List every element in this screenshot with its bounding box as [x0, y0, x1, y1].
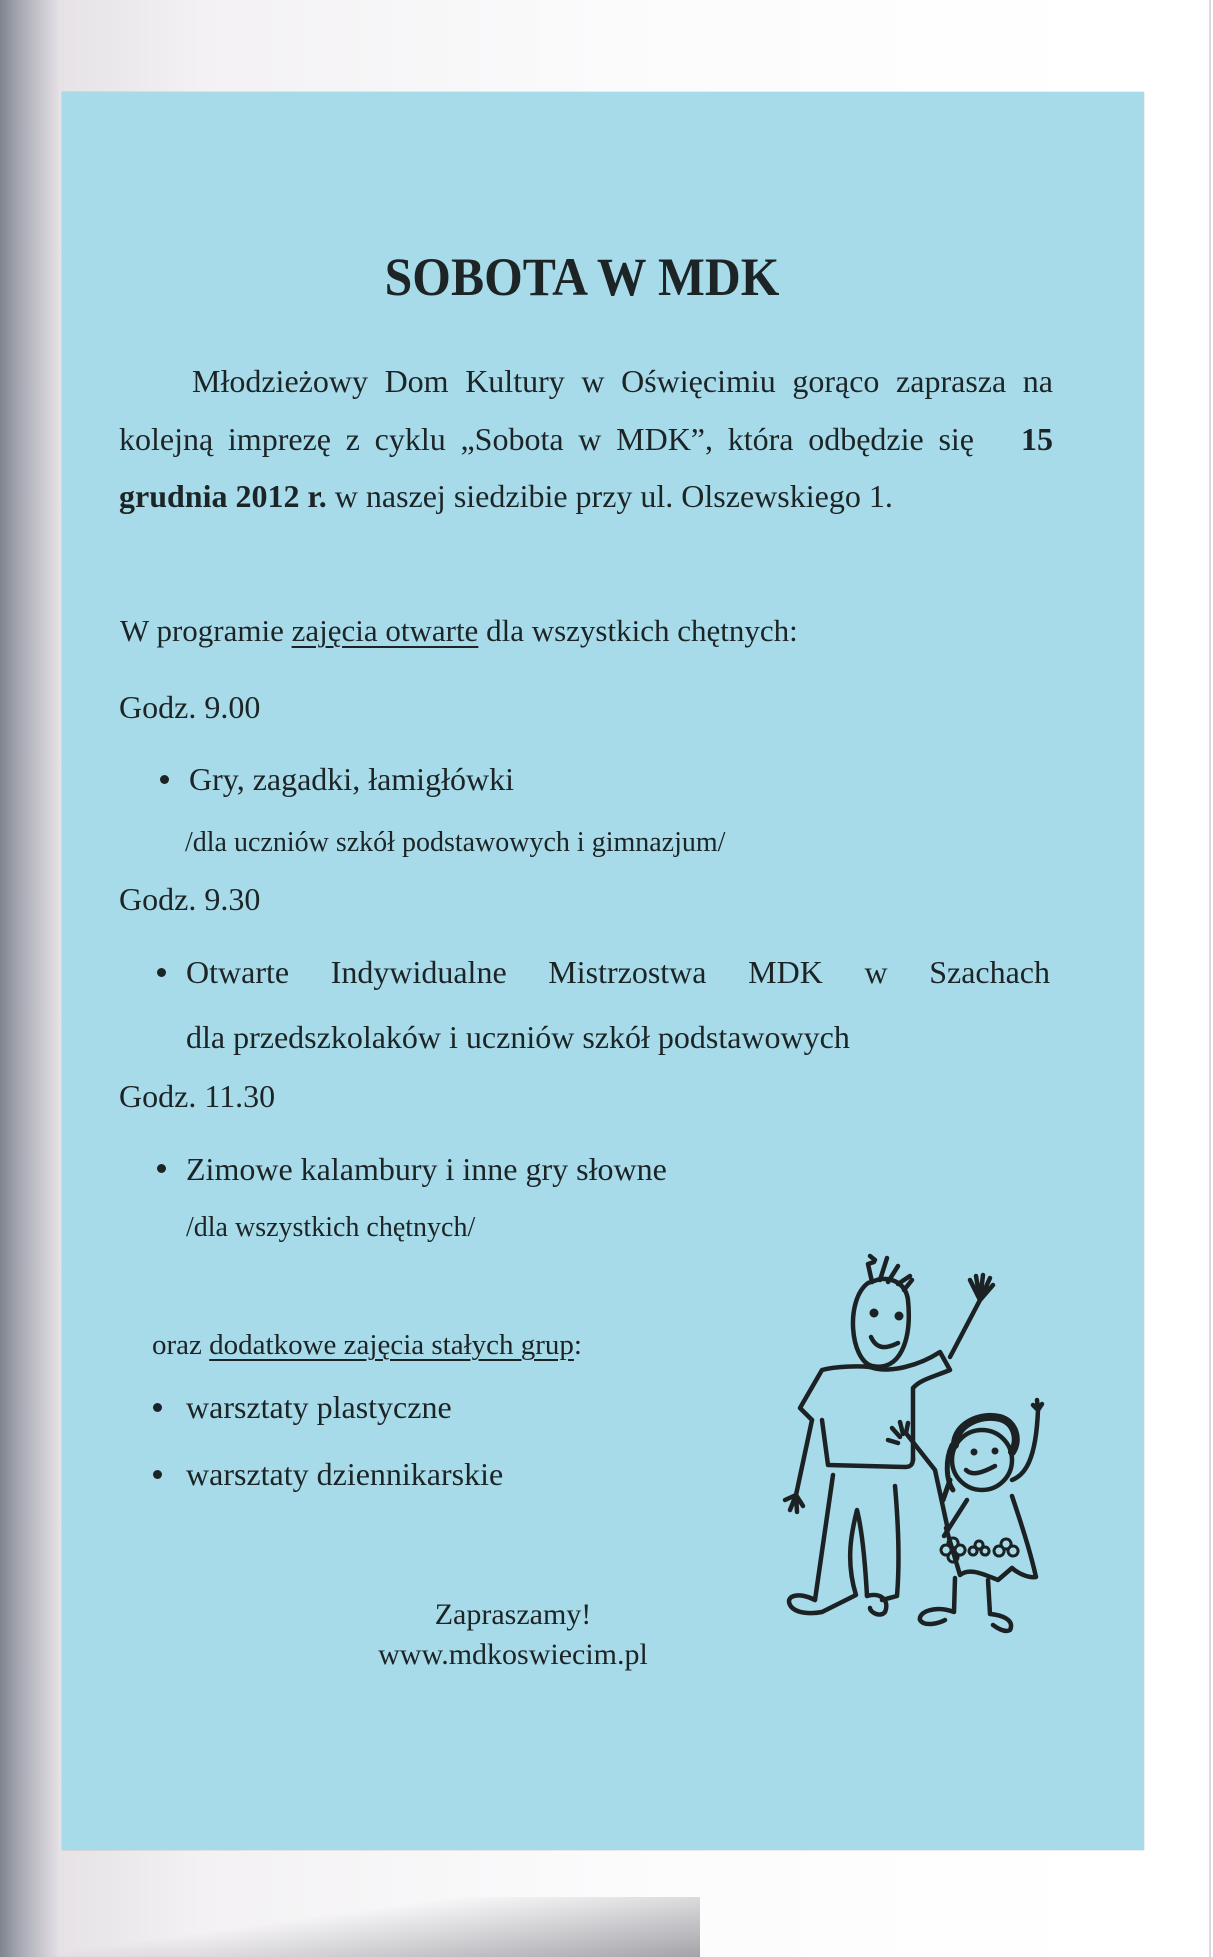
time-slot-3: Godz. 11.30	[119, 1078, 276, 1114]
time-slot-1: Godz. 9.00	[119, 689, 261, 725]
poster-title: SOBOTA W MDK	[384, 247, 780, 307]
event-address: w naszej siedzibie przy ul. Olszewskiego 1.	[326, 478, 893, 514]
groups-intro-prefix: oraz	[152, 1329, 210, 1361]
activity-1-note: /dla uczniów szkół podstawowych i gimnazjum/	[185, 827, 726, 858]
event-date: grudnia 2012 r.	[119, 478, 327, 514]
activity-2-line-2: dla przedszkolaków i uczniów szkół podstawowych	[186, 1019, 850, 1055]
program-intro-suffix: dla wszystkich chętnych:	[478, 613, 798, 648]
website-text: www.mdkoswiecim.pl	[378, 1638, 648, 1671]
event-day: 15	[1021, 421, 1053, 457]
groups-intro-suffix: :	[573, 1329, 582, 1361]
time-slot-2: Godz. 9.30	[119, 881, 261, 917]
groups-intro-underlined: dodatkowe zajęcia stałych grup	[209, 1329, 574, 1361]
activity-1: Gry, zagadki, łamigłówki	[189, 761, 514, 797]
program-intro-underlined: zajęcia otwarte	[291, 613, 479, 648]
program-intro-prefix: W programie	[120, 613, 292, 648]
intro-line-2-text: kolejną imprezę z cyklu „Sobota w MDK”, która odbędzie się	[119, 421, 974, 457]
closing-text: Zapraszamy!	[434, 1598, 592, 1631]
group-item: warsztaty dziennikarskie	[186, 1456, 504, 1492]
activity-3: Zimowe kalambury i inne gry słowne	[186, 1151, 667, 1187]
group-item: warsztaty plastyczne	[186, 1389, 452, 1425]
activity-2-line-1: Otwarte Indywidualne Mistrzostwa MDK w Szachach	[186, 954, 1050, 990]
activity-3-note: /dla wszystkich chętnych/	[186, 1212, 476, 1243]
intro-line-1: Młodzieżowy Dom Kultury w Oświęcimiu gorąco zaprasza na	[192, 363, 1053, 399]
